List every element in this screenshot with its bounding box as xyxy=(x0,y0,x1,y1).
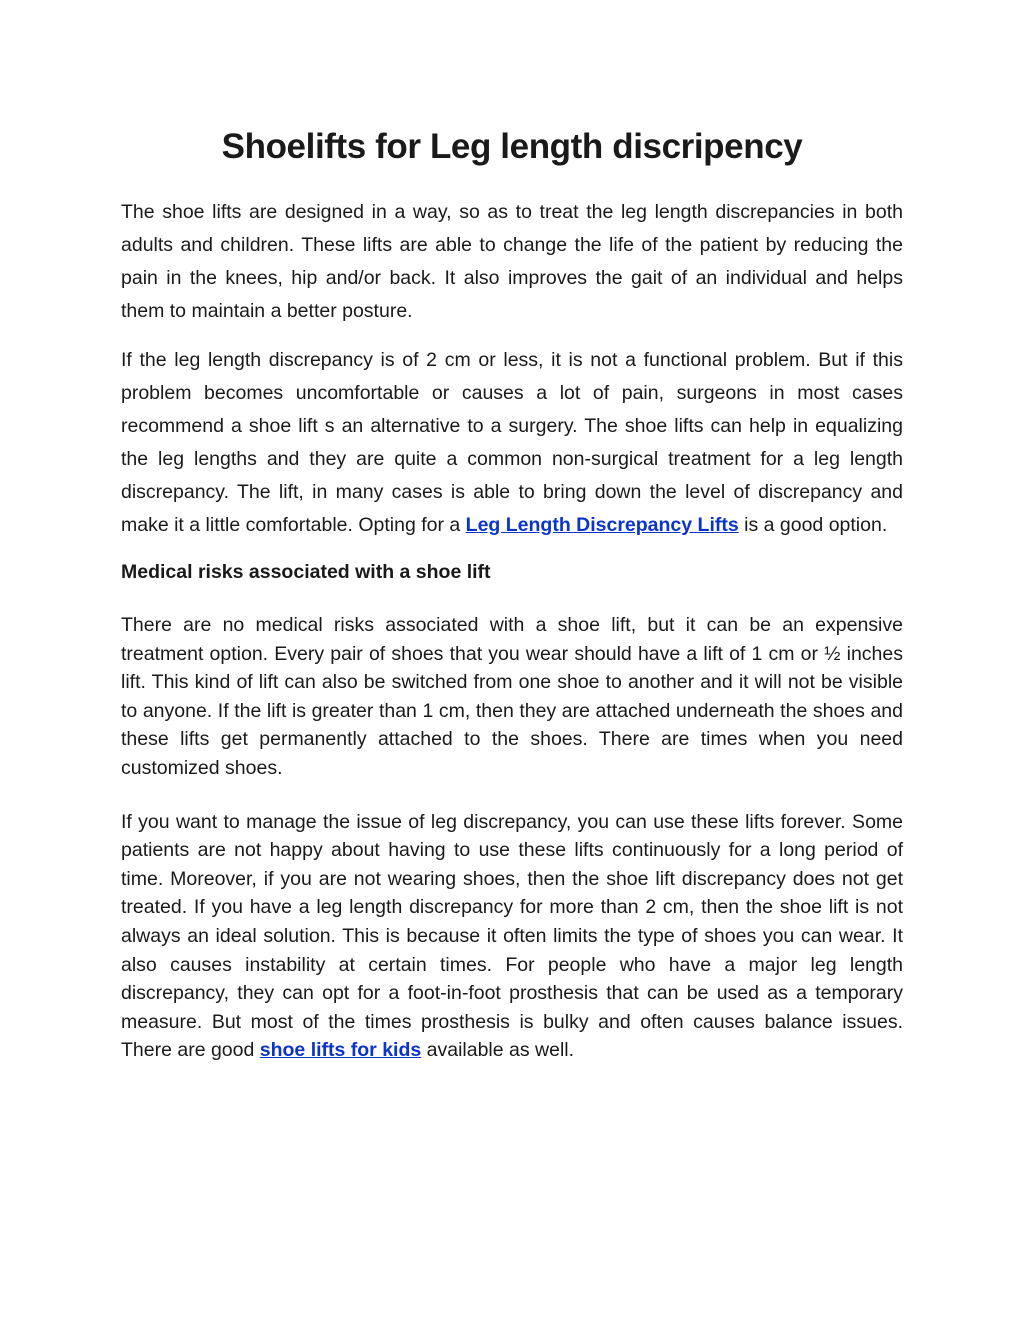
paragraph-medical-risks: There are no medical risks associated with a shoe lift, but it can be an expensive treatment option. Every pair of shoes that you wear should have a lift of 1 cm or ½ inches lift. This kind of lift can also be switched from one shoe to another and it will not be visible to anyone. If the lift is greater than 1 cm, then they are attached underneath the shoes and these lifts get permanently attached to the shoes. There are times when you need customized shoes. xyxy=(121,614,903,779)
paragraph-text: If you want to manage the issue of leg discrepancy, you can use these lifts forever. Some patients are not happy about having to use these lifts continuously for a long period of time. Moreover, if you are not wearing shoes, then the shoe lift discrepancy does not get treated. If you have a leg length discrepancy for more than 2 cm, then the shoe lift is not always an ideal solution. This is because it often limits the type of shoes you can wear. It also causes instability at certain times. For people who have a major leg length discrepancy, they can opt for a foot-in-foot prosthesis that can be used as a temporary measure. But most of the times prosthesis is bulky and often causes balance issues. There are good xyxy=(121,810,903,1062)
shoe-lifts-for-kids-link[interactable]: shoe lifts for kids xyxy=(259,1039,422,1062)
document-title: Shoelifts for Leg length discripency xyxy=(221,127,803,166)
document-page xyxy=(121,120,903,1090)
paragraph-long-term-use xyxy=(121,808,903,1065)
paragraph-intro: The shoe lifts are designed in a way, so as to treat the leg length discrepancies in both adults and children. These lifts are able to change the life of the patient by reducing the pain in the knees, hip and/or back. It also improves the gait of an individual and helps them to maintain a better posture. xyxy=(121,201,903,322)
section-heading-medical-risks: Medical risks associated with a shoe lift xyxy=(121,561,491,583)
paragraph-discrepancy xyxy=(121,344,903,542)
leg-length-discrepancy-lifts-link[interactable]: Leg Length Discrepancy Lifts xyxy=(465,514,739,536)
paragraph-text: is a good option. xyxy=(738,514,888,536)
paragraph-text: available as well. xyxy=(421,1039,575,1062)
paragraph-text: If the leg length discrepancy is of 2 cm or less, it is not a functional problem. But if this problem becomes uncomfortable or causes a lot of pain, surgeons in most cases recommend a shoe lift s an alternative to a surgery. The shoe lifts can help in equalizing the leg lengths and they are quite a common non-surgical treatment for a leg length discrepancy. The lift, in many cases is able to bring down the level of discrepancy and make it a little comfortable. Opting for a xyxy=(121,349,903,536)
